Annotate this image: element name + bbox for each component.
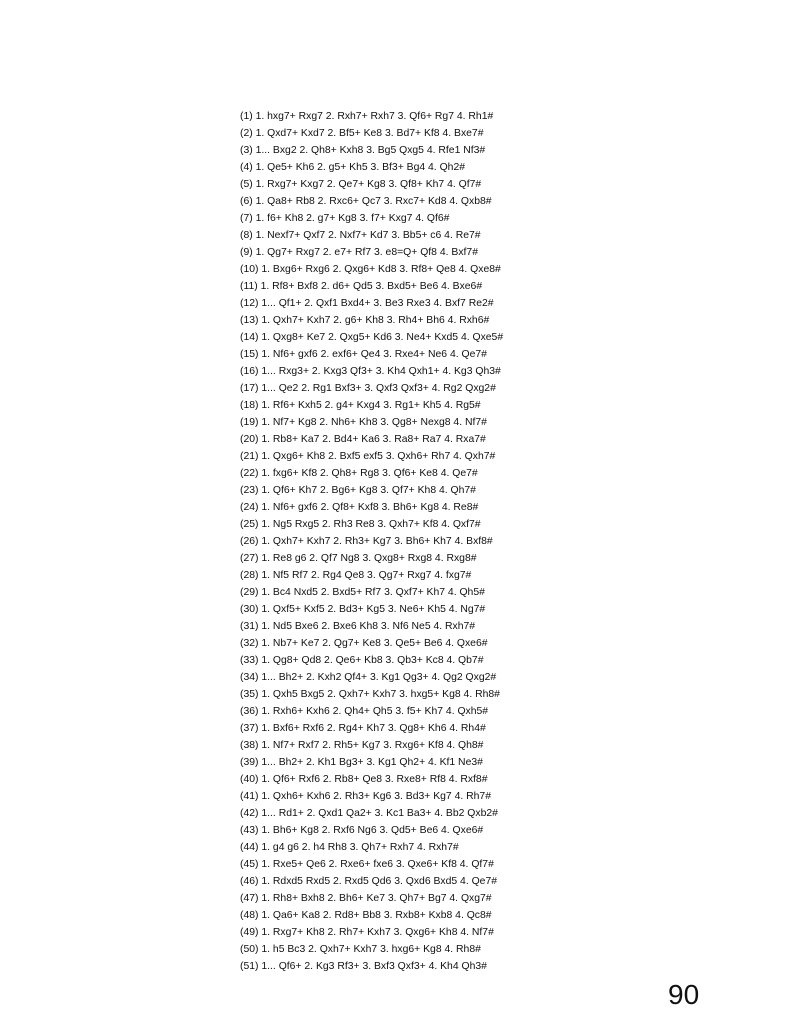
- solution-line: (47) 1. Rh8+ Bxh8 2. Bh6+ Ke7 3. Qh7+ Bg7 4. Qxg7#: [240, 893, 492, 904]
- solution-line: (21) 1. Qxg6+ Kh8 2. Bxf5 exf5 3. Qxh6+ Rh7 4. Qxh7#: [240, 451, 496, 462]
- solution-line: (24) 1. Nf6+ gxf6 2. Qf8+ Kxf8 3. Bh6+ Kg8 4. Re8#: [240, 502, 479, 513]
- solution-line: (45) 1. Rxe5+ Qe6 2. Rxe6+ fxe6 3. Qxe6+ Kf8 4. Qf7#: [240, 859, 494, 870]
- solution-line: (39) 1... Bh2+ 2. Kh1 Bg3+ 3. Kg1 Qh2+ 4. Kf1 Ne3#: [240, 757, 483, 768]
- solution-line: (50) 1. h5 Bc3 2. Qxh7+ Kxh7 3. hxg6+ Kg8 4. Rh8#: [240, 944, 481, 955]
- solution-line: (48) 1. Qa6+ Ka8 2. Rd8+ Bb8 3. Rxb8+ Kxb8 4. Qc8#: [240, 910, 492, 921]
- solution-line: (4) 1. Qe5+ Kh6 2. g5+ Kh5 3. Bf3+ Bg4 4. Qh2#: [240, 162, 465, 173]
- solution-line: (33) 1. Qg8+ Qd8 2. Qe6+ Kb8 3. Qb3+ Kc8 4. Qb7#: [240, 655, 484, 666]
- solution-line: (22) 1. fxg6+ Kf8 2. Qh8+ Rg8 3. Qf6+ Ke8 4. Qe7#: [240, 468, 478, 479]
- solution-line: (40) 1. Qf6+ Rxf6 2. Rb8+ Qe8 3. Rxe8+ Rf8 4. Rxf8#: [240, 774, 488, 785]
- solution-line: (19) 1. Nf7+ Kg8 2. Nh6+ Kh8 3. Qg8+ Nexg8 4. Nf7#: [240, 417, 487, 428]
- page-number: 90: [668, 979, 700, 1010]
- solution-line: (8) 1. Nexf7+ Qxf7 2. Nxf7+ Kd7 3. Bb5+ c6 4. Re7#: [240, 230, 481, 241]
- solution-list: [240, 108, 560, 975]
- solution-line: (36) 1. Rxh6+ Kxh6 2. Qh4+ Qh5 3. f5+ Kh7 4. Qxh5#: [240, 706, 489, 717]
- solution-line: (41) 1. Qxh6+ Kxh6 2. Rh3+ Kg6 3. Bd3+ Kg7 4. Rh7#: [240, 791, 491, 802]
- solution-line: (1) 1. hxg7+ Rxg7 2. Rxh7+ Rxh7 3. Qf6+ Rg7 4. Rh1#: [240, 111, 494, 122]
- solution-line: (51) 1... Qf6+ 2. Kg3 Rf3+ 3. Bxf3 Qxf3+ 4. Kh4 Qh3#: [240, 961, 487, 972]
- solution-line: (5) 1. Rxg7+ Kxg7 2. Qe7+ Kg8 3. Qf8+ Kh7 4. Qf7#: [240, 179, 482, 190]
- solution-line: (49) 1. Rxg7+ Kh8 2. Rh7+ Kxh7 3. Qxg6+ Kh8 4. Nf7#: [240, 927, 494, 938]
- solution-line: (30) 1. Qxf5+ Kxf5 2. Bd3+ Kg5 3. Ne6+ Kh5 4. Ng7#: [240, 604, 486, 615]
- solution-line: (28) 1. Nf5 Rf7 2. Rg4 Qe8 3. Qg7+ Rxg7 4. fxg7#: [240, 570, 472, 581]
- solution-line: (7) 1. f6+ Kh8 2. g7+ Kg8 3. f7+ Kxg7 4. Qf6#: [240, 213, 450, 224]
- solution-line: (2) 1. Qxd7+ Kxd7 2. Bf5+ Ke8 3. Bd7+ Kf8 4. Bxe7#: [240, 128, 484, 139]
- solution-line: (27) 1. Re8 g6 2. Qf7 Ng8 3. Qxg8+ Rxg8 4. Rxg8#: [240, 553, 477, 564]
- solution-line: (34) 1... Bh2+ 2. Kxh2 Qf4+ 3. Kg1 Qg3+ 4. Qg2 Qxg2#: [240, 672, 497, 683]
- solution-line: (46) 1. Rdxd5 Rxd5 2. Rxd5 Qd6 3. Qxd6 Bxd5 4. Qe7#: [240, 876, 498, 887]
- solution-line: (38) 1. Nf7+ Rxf7 2. Rh5+ Kg7 3. Rxg6+ Kf8 4. Qh8#: [240, 740, 484, 751]
- solution-line: (16) 1... Rxg3+ 2. Kxg3 Qf3+ 3. Kh4 Qxh1+ 4. Kg3 Qh3#: [240, 366, 501, 377]
- solution-line: (35) 1. Qxh5 Bxg5 2. Qxh7+ Kxh7 3. hxg5+ Kg8 4. Rh8#: [240, 689, 500, 700]
- solution-line: (43) 1. Bh6+ Kg8 2. Rxf6 Ng6 3. Qd5+ Be6 4. Qxe6#: [240, 825, 484, 836]
- solution-line: (6) 1. Qa8+ Rb8 2. Rxc6+ Qc7 3. Rxc7+ Kd8 4. Qxb8#: [240, 196, 492, 207]
- solution-line: (14) 1. Qxg8+ Ke7 2. Qxg5+ Kd6 3. Ne4+ Kxd5 4. Qxe5#: [240, 332, 504, 343]
- solution-line: (20) 1. Rb8+ Ka7 2. Bd4+ Ka6 3. Ra8+ Ra7 4. Rxa7#: [240, 434, 486, 445]
- solution-line: (23) 1. Qf6+ Kh7 2. Bg6+ Kg8 3. Qf7+ Kh8 4. Qh7#: [240, 485, 476, 496]
- solution-line: (17) 1... Qe2 2. Rg1 Bxf3+ 3. Qxf3 Qxf3+ 4. Rg2 Qxg2#: [240, 383, 496, 394]
- solution-line: (44) 1. g4 g6 2. h4 Rh8 3. Qh7+ Rxh7 4. Rxh7#: [240, 842, 459, 853]
- solution-line: (42) 1... Rd1+ 2. Qxd1 Qa2+ 3. Kc1 Ba3+ 4. Bb2 Qxb2#: [240, 808, 498, 819]
- solution-line: (10) 1. Bxg6+ Rxg6 2. Qxg6+ Kd8 3. Rf8+ Qe8 4. Qxe8#: [240, 264, 501, 275]
- solution-line: (11) 1. Rf8+ Bxf8 2. d6+ Qd5 3. Bxd5+ Be6 4. Bxe6#: [240, 281, 483, 292]
- solution-line: (29) 1. Bc4 Nxd5 2. Bxd5+ Rf7 3. Qxf7+ Kh7 4. Qh5#: [240, 587, 485, 598]
- solution-line: (26) 1. Qxh7+ Kxh7 2. Rh3+ Kg7 3. Bh6+ Kh7 4. Bxf8#: [240, 536, 493, 547]
- solution-line: (31) 1. Nd5 Bxe6 2. Bxe6 Kh8 3. Nf6 Ne5 4. Rxh7#: [240, 621, 476, 632]
- solution-line: (9) 1. Qg7+ Rxg7 2. e7+ Rf7 3. e8=Q+ Qf8 4. Bxf7#: [240, 247, 478, 258]
- solution-line: (3) 1... Bxg2 2. Qh8+ Kxh8 3. Bg5 Qxg5 4. Rfe1 Nf3#: [240, 145, 486, 156]
- solution-line: (25) 1. Ng5 Rxg5 2. Rh3 Re8 3. Qxh7+ Kf8 4. Qxf7#: [240, 519, 481, 530]
- solution-line: (37) 1. Bxf6+ Rxf6 2. Rg4+ Kh7 3. Qg8+ Kh6 4. Rh4#: [240, 723, 486, 734]
- solution-line: (12) 1... Qf1+ 2. Qxf1 Bxd4+ 3. Be3 Rxe3 4. Bxf7 Re2#: [240, 298, 494, 309]
- solution-line: (32) 1. Nb7+ Ke7 2. Qg7+ Ke8 3. Qe5+ Be6 4. Qxe6#: [240, 638, 488, 649]
- solution-line: (15) 1. Nf6+ gxf6 2. exf6+ Qe4 3. Rxe4+ Ne6 4. Qe7#: [240, 349, 487, 360]
- solution-line: (18) 1. Rf6+ Kxh5 2. g4+ Kxg4 3. Rg1+ Kh5 4. Rg5#: [240, 400, 481, 411]
- solution-line: (13) 1. Qxh7+ Kxh7 2. g6+ Kh8 3. Rh4+ Bh6 4. Rxh6#: [240, 315, 490, 326]
